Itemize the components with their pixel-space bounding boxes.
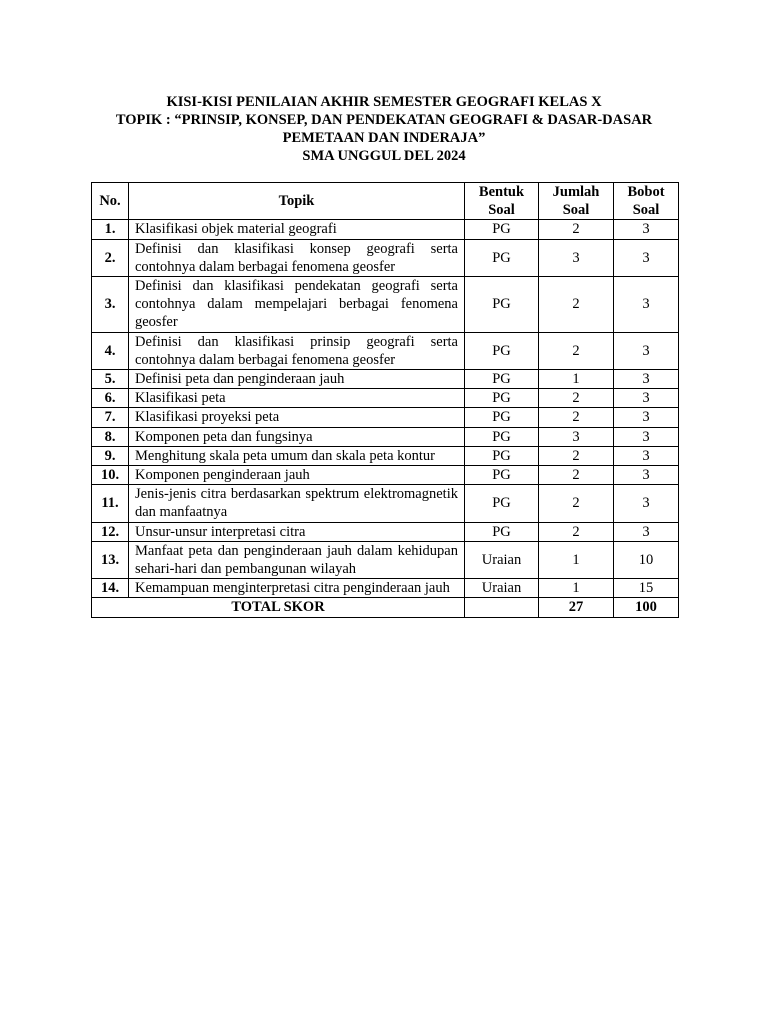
row-jumlah-soal: 1 — [539, 541, 614, 578]
row-topik: Komponen peta dan fungsinya — [129, 427, 465, 446]
row-topik: Definisi dan klasifikasi pendekatan geografi serta contohnya dalam mempelajari berbagai fenomena geosfer — [129, 277, 465, 333]
row-bentuk-soal: PG — [465, 408, 539, 427]
table-row — [92, 277, 679, 333]
row-bobot-soal: 3 — [614, 239, 679, 276]
row-bentuk-soal: PG — [465, 485, 539, 522]
row-bentuk-soal: PG — [465, 332, 539, 369]
row-jumlah-soal: 2 — [539, 332, 614, 369]
table-row — [92, 239, 679, 276]
row-bobot-soal: 3 — [614, 522, 679, 541]
header-bentuk-line-2: Soal — [488, 202, 515, 219]
document-title — [60, 93, 708, 165]
row-jumlah-soal: 2 — [539, 220, 614, 239]
row-bentuk-soal: Uraian — [465, 579, 539, 598]
row-bobot-soal: 3 — [614, 485, 679, 522]
header-bentuk-soal — [465, 183, 539, 220]
table-row — [92, 370, 679, 389]
row-bobot-soal: 3 — [614, 277, 679, 333]
title-line-2: TOPIK : “PRINSIP, KONSEP, DAN PENDEKATAN GEOGRAFI & DASAR-DASAR — [115, 112, 653, 128]
row-number: 9. — [92, 446, 129, 465]
row-jumlah-soal: 1 — [539, 370, 614, 389]
row-topik: Klasifikasi proyeksi peta — [129, 408, 465, 427]
row-number: 8. — [92, 427, 129, 446]
row-jumlah-soal: 2 — [539, 408, 614, 427]
row-topik: Jenis-jenis citra berdasarkan spektrum elektromagnetik dan manfaatnya — [129, 485, 465, 522]
row-bobot-soal: 3 — [614, 370, 679, 389]
row-number: 7. — [92, 408, 129, 427]
title-line-4: SMA UNGGUL DEL 2024 — [302, 148, 466, 164]
table-row — [92, 427, 679, 446]
row-number: 1. — [92, 220, 129, 239]
table-row — [92, 522, 679, 541]
header-bobot-soal — [614, 183, 679, 220]
kisi-kisi-table — [91, 182, 679, 618]
row-jumlah-soal: 2 — [539, 446, 614, 465]
row-number: 2. — [92, 239, 129, 276]
total-skor-label: TOTAL SKOR — [92, 598, 465, 617]
row-bentuk-soal: PG — [465, 239, 539, 276]
header-jumlah-line-2: Soal — [562, 202, 590, 219]
table-row — [92, 579, 679, 598]
row-topik: Komponen penginderaan jauh — [129, 466, 465, 485]
table-row — [92, 332, 679, 369]
row-bobot-soal: 3 — [614, 408, 679, 427]
row-bobot-soal: 3 — [614, 427, 679, 446]
row-number: 3. — [92, 277, 129, 333]
row-number: 5. — [92, 370, 129, 389]
row-bentuk-soal: PG — [465, 220, 539, 239]
row-bentuk-soal: Uraian — [465, 541, 539, 578]
row-bentuk-soal: PG — [465, 446, 539, 465]
row-bobot-soal: 10 — [614, 541, 679, 578]
row-jumlah-soal: 1 — [539, 579, 614, 598]
row-bentuk-soal: PG — [465, 389, 539, 408]
table-row — [92, 220, 679, 239]
row-bobot-soal: 3 — [614, 466, 679, 485]
header-jumlah-line-1: Jumlah — [552, 184, 600, 200]
row-number: 11. — [92, 485, 129, 522]
table-header — [92, 183, 679, 220]
row-bobot-soal: 3 — [614, 220, 679, 239]
row-bentuk-soal: PG — [465, 522, 539, 541]
row-number: 12. — [92, 522, 129, 541]
table-row — [92, 446, 679, 465]
row-topik: Klasifikasi objek material geografi — [129, 220, 465, 239]
row-topik: Definisi dan klasifikasi prinsip geografi serta contohnya dalam berbagai fenomena geosfer — [129, 332, 465, 369]
row-number: 10. — [92, 466, 129, 485]
table-row — [92, 466, 679, 485]
title-line-3: PEMETAAN DAN INDERAJA” — [282, 130, 486, 146]
row-topik: Kemampuan menginterpretasi citra penginderaan jauh — [129, 579, 465, 598]
row-number: 6. — [92, 389, 129, 408]
row-jumlah-soal: 2 — [539, 389, 614, 408]
row-bentuk-soal: PG — [465, 370, 539, 389]
row-bobot-soal: 3 — [614, 389, 679, 408]
header-bobot-line-1: Bobot — [627, 184, 665, 200]
row-jumlah-soal: 3 — [539, 239, 614, 276]
table-body — [92, 220, 679, 617]
table-row — [92, 408, 679, 427]
row-jumlah-soal: 2 — [539, 485, 614, 522]
title-line-1: KISI-KISI PENILAIAN AKHIR SEMESTER GEOGRAFI KELAS X — [166, 94, 602, 110]
row-number: 4. — [92, 332, 129, 369]
row-bobot-soal: 15 — [614, 579, 679, 598]
row-bentuk-soal: PG — [465, 466, 539, 485]
total-row — [92, 598, 679, 617]
row-bobot-soal: 3 — [614, 332, 679, 369]
row-topik: Klasifikasi peta — [129, 389, 465, 408]
header-bobot-line-2: Soal — [632, 202, 660, 219]
table-row — [92, 541, 679, 578]
row-number: 14. — [92, 579, 129, 598]
row-topik: Definisi dan klasifikasi konsep geografi serta contohnya dalam berbagai fenomena geosfer — [129, 239, 465, 276]
header-no: No. — [92, 183, 129, 220]
header-jumlah-soal — [539, 183, 614, 220]
row-topik: Menghitung skala peta umum dan skala peta kontur — [129, 446, 465, 465]
header-topik: Topik — [129, 183, 465, 220]
row-bentuk-soal: PG — [465, 277, 539, 333]
total-bentuk-soal — [465, 598, 539, 617]
table-row — [92, 485, 679, 522]
header-row — [92, 183, 679, 220]
row-jumlah-soal: 3 — [539, 427, 614, 446]
row-jumlah-soal: 2 — [539, 522, 614, 541]
row-topik: Unsur-unsur interpretasi citra — [129, 522, 465, 541]
row-bentuk-soal: PG — [465, 427, 539, 446]
row-number: 13. — [92, 541, 129, 578]
row-jumlah-soal: 2 — [539, 277, 614, 333]
header-bentuk-line-1: Bentuk — [478, 184, 525, 200]
total-jumlah-soal: 27 — [539, 598, 614, 617]
row-topik: Definisi peta dan penginderaan jauh — [129, 370, 465, 389]
row-topik: Manfaat peta dan penginderaan jauh dalam kehidupan sehari-hari dan pembangunan wilayah — [129, 541, 465, 578]
table-row — [92, 389, 679, 408]
total-bobot-soal: 100 — [614, 598, 679, 617]
row-bobot-soal: 3 — [614, 446, 679, 465]
row-jumlah-soal: 2 — [539, 466, 614, 485]
